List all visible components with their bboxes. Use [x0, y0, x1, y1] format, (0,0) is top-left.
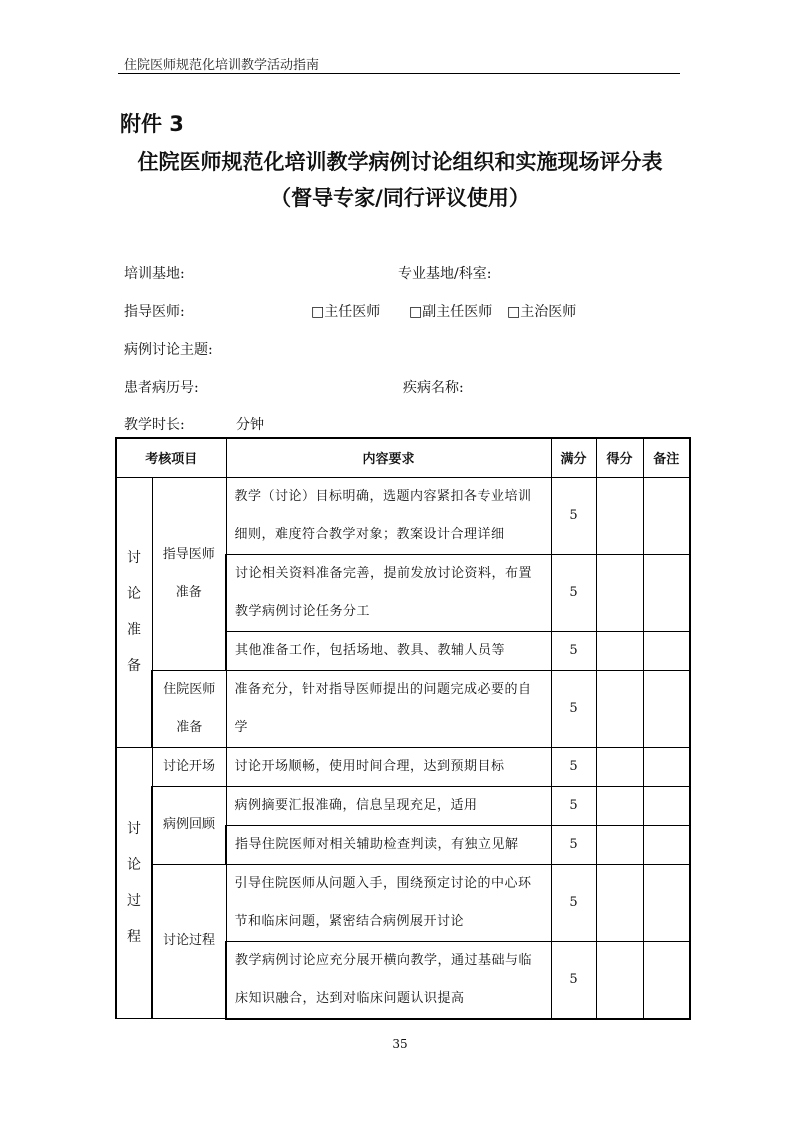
content-cell: 讨论开场顺畅，使用时间合理，达到预期目标	[226, 747, 551, 786]
table-header-row	[116, 438, 690, 477]
full-score-cell: 5	[551, 477, 596, 554]
score-input-cell[interactable]	[596, 670, 643, 747]
score-input-cell[interactable]	[596, 477, 643, 554]
option-associate-chief-physician[interactable]: □副主任医师	[409, 304, 493, 320]
instructor-label: 指导医师:	[124, 304, 185, 320]
note-input-cell[interactable]	[643, 825, 690, 864]
subitem-instructor-preparation: 指导医师 准备	[152, 477, 226, 670]
training-base-label: 培训基地:	[124, 266, 185, 282]
section-preparation: 讨 论 准 备	[116, 477, 152, 747]
running-header: 住院医师规范化培训教学活动指南	[124, 58, 320, 73]
content-cell: 其他准备工作，包括场地、教具、教辅人员等	[226, 631, 551, 670]
note-input-cell[interactable]	[643, 554, 690, 631]
specialty-label: 专业基地/科室:	[398, 266, 492, 282]
form-subtitle: （督导专家/同行评议使用）	[270, 186, 530, 210]
full-score-cell: 5	[551, 554, 596, 631]
evaluation-table	[115, 437, 691, 1020]
score-input-cell[interactable]	[596, 864, 643, 941]
content-cell: 指导住院医师对相关辅助检查判读，有独立见解	[226, 825, 551, 864]
header-rule	[118, 73, 680, 74]
score-input-cell[interactable]	[596, 786, 643, 825]
section-process: 讨 论 过 程	[116, 747, 152, 1019]
subitem-opening: 讨论开场	[152, 747, 226, 786]
subitem-resident-preparation: 住院医师 准备	[152, 670, 226, 747]
subitem-discussion-process: 讨论过程	[152, 864, 226, 1019]
score-input-cell[interactable]	[596, 554, 643, 631]
note-input-cell[interactable]	[643, 864, 690, 941]
topic-label: 病例讨论主题:	[124, 342, 213, 358]
subitem-case-review: 病例回顾	[152, 786, 226, 864]
score-input-cell[interactable]	[596, 941, 643, 1019]
form-title: 住院医师规范化培训教学病例讨论组织和实施现场评分表	[137, 150, 663, 174]
table-row	[116, 864, 690, 941]
note-input-cell[interactable]	[643, 670, 690, 747]
score-input-cell[interactable]	[596, 747, 643, 786]
header-full-score: 满分	[551, 438, 596, 477]
duration-label: 教学时长:	[124, 417, 185, 433]
full-score-cell: 5	[551, 825, 596, 864]
note-input-cell[interactable]	[643, 941, 690, 1019]
score-input-cell[interactable]	[596, 825, 643, 864]
full-score-cell: 5	[551, 864, 596, 941]
header-item: 考核项目	[116, 438, 226, 477]
full-score-cell: 5	[551, 747, 596, 786]
attachment-label: 附件 3	[120, 112, 184, 136]
duration-unit: 分钟	[236, 417, 264, 433]
content-cell: 讨论相关资料准备完善，提前发放讨论资料，布置教学病例讨论任务分工	[226, 554, 551, 631]
disease-name-label: 疾病名称:	[403, 380, 464, 396]
full-score-cell: 5	[551, 786, 596, 825]
option-attending-physician[interactable]: □主治医师	[507, 304, 577, 320]
score-input-cell[interactable]	[596, 631, 643, 670]
header-note: 备注	[643, 438, 690, 477]
page-number: 35	[392, 1037, 408, 1051]
table-row	[116, 747, 690, 786]
header-content: 内容要求	[226, 438, 551, 477]
note-input-cell[interactable]	[643, 747, 690, 786]
option-chief-physician[interactable]: □主任医师	[311, 304, 381, 320]
note-input-cell[interactable]	[643, 786, 690, 825]
full-score-cell: 5	[551, 670, 596, 747]
content-cell: 引导住院医师从问题入手，围绕预定讨论的中心环节和临床问题，紧密结合病例展开讨论	[226, 864, 551, 941]
note-input-cell[interactable]	[643, 477, 690, 554]
full-score-cell: 5	[551, 631, 596, 670]
table-row	[116, 477, 690, 554]
content-cell: 教学（讨论）目标明确，选题内容紧扣各专业培训细则，难度符合教学对象；教案设计合理详细	[226, 477, 551, 554]
record-number-label: 患者病历号:	[124, 380, 199, 396]
content-cell: 病例摘要汇报准确，信息呈现充足，适用	[226, 786, 551, 825]
content-cell: 教学病例讨论应充分展开横向教学，通过基础与临床知识融合，达到对临床问题认识提高	[226, 941, 551, 1019]
full-score-cell: 5	[551, 941, 596, 1019]
header-score: 得分	[596, 438, 643, 477]
content-cell: 准备充分，针对指导医师提出的问题完成必要的自学	[226, 670, 551, 747]
table-row	[116, 670, 690, 747]
note-input-cell[interactable]	[643, 631, 690, 670]
table-row	[116, 786, 690, 825]
